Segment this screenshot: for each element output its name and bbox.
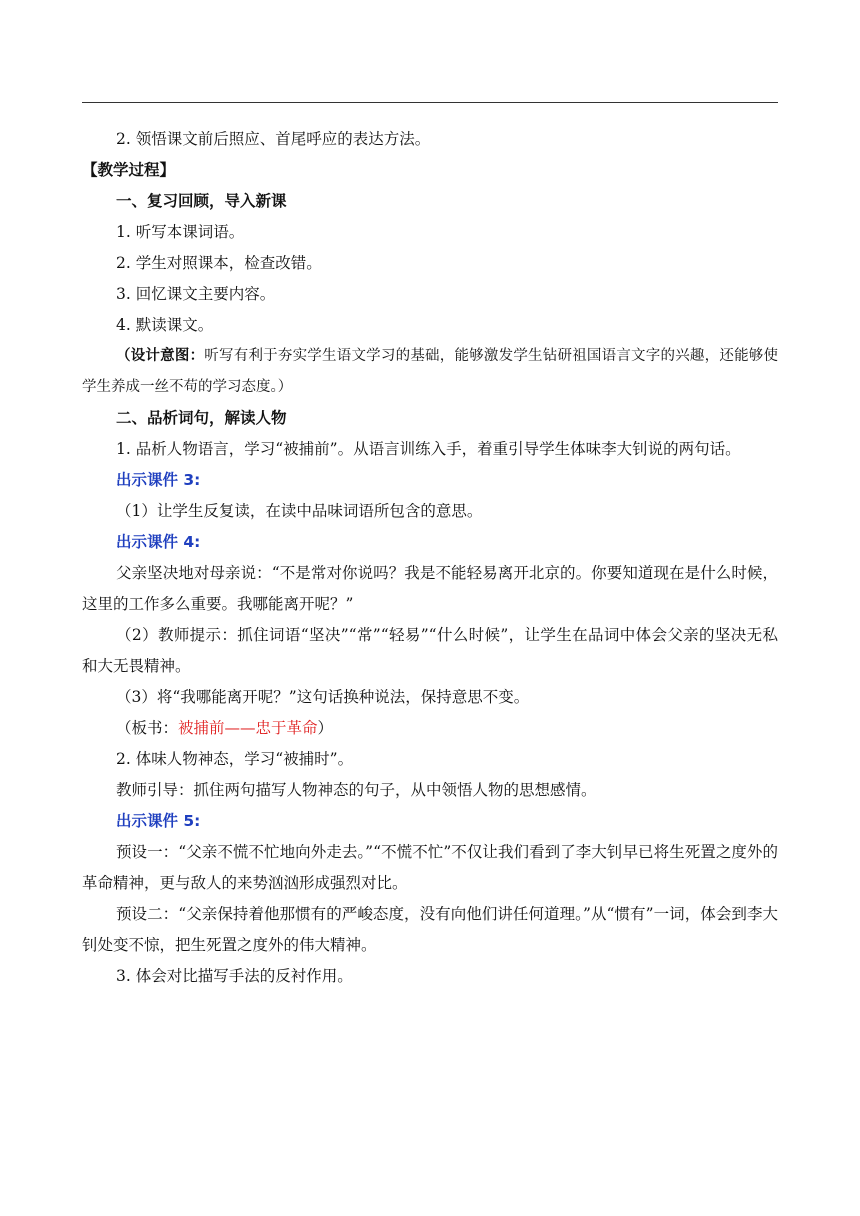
part1-item-3: 3. 回忆课文主要内容。	[116, 285, 276, 303]
slide-3-label: 出示课件 3:	[116, 471, 201, 489]
teacher-guide: 教师引导：抓住两句描写人物神态的句子，从中领悟人物的思想感情。	[116, 781, 597, 799]
preset-2: 预设二：“父亲保持着他那惯有的严峻态度，没有向他们讲任何道理。”从“惯有”一词，体会到李大钊处变不惊，把生死置之度外的伟大精神。	[82, 905, 778, 954]
part2-point-1: 1. 品析人物语言，学习“被捕前”。从语言训练入手，着重引导学生体味李大钊说的两句话。	[116, 440, 741, 458]
board-open: （板书：	[116, 719, 179, 737]
part2-title: 二、品析词句，解读人物	[116, 409, 287, 427]
step-3: （3）将“我哪能离开呢？”这句话换种说法，保持意思不变。	[116, 688, 530, 706]
preset-1: 预设一：“父亲不慌不忙地向外走去。”“不慌不忙”不仅让我们看到了李大钊早已将生死置之度外的革命精神，更与敌人的来势汹汹形成强烈对比。	[82, 843, 778, 892]
design-intent	[82, 341, 778, 403]
board-close: ）	[317, 719, 334, 737]
design-label: （设计意图：	[116, 348, 205, 364]
part1-item-4: 4. 默读课文。	[116, 316, 214, 334]
part1-title: 一、复习回顾，导入新课	[116, 192, 287, 210]
part2-point-2: 2. 体味人物神态，学习“被捕时”。	[116, 750, 354, 768]
part1-item-1: 1. 听写本课词语。	[116, 223, 245, 241]
part1-item-2: 2. 学生对照课本，检查改错。	[116, 254, 322, 272]
header-rule	[82, 102, 778, 103]
section-heading: 【教学过程】	[82, 161, 176, 179]
step-1: （1）让学生反复读，在读中品味词语所包含的意思。	[116, 502, 483, 520]
father-quote: 父亲坚决地对母亲说：“不是常对你说吗？我是不能轻易离开北京的。你要知道现在是什么时候，这里的工作多么重要。我哪能离开呢？”	[82, 564, 778, 613]
step-2: （2）教师提示：抓住词语“坚决”“常”“轻易”“什么时候”，让学生在品词中体会父亲的坚决无私和大无畏精神。	[82, 626, 778, 675]
document-body	[82, 124, 778, 992]
slide-4-label: 出示课件 4:	[116, 533, 201, 551]
goal-2: 2. 领悟课文前后照应、首尾呼应的表达方法。	[116, 130, 431, 148]
board-text: 被捕前——忠于革命	[178, 719, 318, 737]
slide-5-label: 出示课件 5:	[116, 812, 201, 830]
board-note	[82, 713, 778, 744]
design-text: 听写有利于夯实学生语文学习的基础，能够激发学生钻研祖国语言文字的兴趣，还能够使学生养成一丝不苟的学习态度。）	[82, 348, 778, 395]
part2-point-3: 3. 体会对比描写手法的反衬作用。	[116, 967, 353, 985]
